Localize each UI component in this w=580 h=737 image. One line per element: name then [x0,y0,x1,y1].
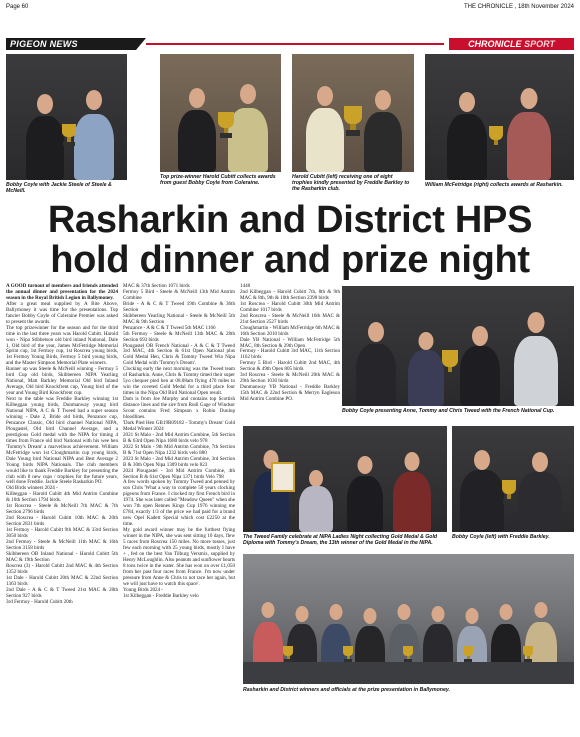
article-paragraph: A few words spoken by Tommy Tweed and penned by son Chris 'What a way to complete 50 years clocking pigeons from France. I clocked my first French bird in 1974. She was later called "Meadow Queen" when she won 7th open Rennes Kings Cup 1976 winning me £784, exactly 1/3 of the price we had paid for a brand new Opel Kadett Special which cost £2250 at the time. [123,479,235,528]
article-paragraph: My gold award winner may be the furthest flying winner in the NIPA, she was sent sitting 10 days, flew 5 races from Roscrea 150 miles. No more tosses, just few each morning with 25 young birds, mostly I have + , fed on the best Van Tilburg Versmix, supplied by Henry McLoughlin. Also peanuts and sunflower hearts 8 tons twice in the water. She has won on over £1,050 from her past four races from France. I'm now under pressure from Anne & Chris to not race her again, but we will just have to watch this space'. [123,527,235,587]
article-column-2 [123,284,235,600]
page-number: Page 60 [6,4,29,10]
article-paragraph: 3rd Fermoy - Harold Cubitt 20th [6,598,73,605]
photo-6 [243,426,447,532]
article-paragraph: 1st Kilbeggan - Freddie Barkley velo [123,592,199,599]
photo-1 [6,54,127,180]
article-paragraph: After a great meal supplied by A Bite Above, Ballymoney it was time for the presentations. Top fancier Bobby Coyle of Coleraine Premier was asked to present the awards. [6,300,118,325]
paper-dateline: THE CHRONICLE , 18th November 2024 [463,4,574,10]
photo-2 [160,54,281,172]
article-paragraph: Fermoy - Harold Cubitt 3rd MAC, 11th Section 1162 birds [240,348,340,361]
photo-4 [425,54,574,180]
article-paragraph: 'Dark Pied Hen GB19R09182 - Tommy's Dream' Gold Medal Winner 2024 [123,419,235,432]
article-paragraph: Dale YB National - William McFetridge 5th MAC, 8th Section & 29th Open [240,336,340,349]
article-paragraph: Old Birds winners 2024 - [6,485,58,492]
article-paragraph: MAC & 37th Section 1071 birds [123,283,190,289]
article-paragraph: Next to the table was Freddie Barkley winning 1st Kilbeggan young birds, Dunmanway young bird National NIPA, A C & T Tweed had a super season winning - Dale 2, Bride old birds, Penzance cup, Penzance Classic, Old bird channel National NIPA, Plougastel, Old bird Channel Average, and a prestigious Gold medal with the NIPA for timing 4 times from France old bird National with his wee hen 'Tommy's Dream' a marvellous achievement. William McFetridge won 1st Cloughmartin cup young birds, Dale Young bird National NIPA and Best Average 2 Young birds NIPA Nationals. The club members would like to thank Freddie Barkley for presenting the club with 8 new cups / trophies for the future years, well done Freddie. Jackie Steele Rasharkin PO. [6,396,118,486]
photo-8 [243,554,574,684]
article-paragraph: 5th Fermoy - Steele & McNeill 13th MAC & 28th Section 693 birds [123,330,235,343]
article-paragraph: Clocking early the next morning was the Tweed team of Rasharkin. Anne, Chris & Tommy timed their super 5yo chequer pied hen at 08.08am flying 470 miles to win the coveted Gold Medal for a third place four times in the Nipa Old Bird National Open result. [123,366,235,397]
headline: Rasharkin and District HPS hold dinner and prize night [47,199,533,281]
article-paragraph: 2024 Plougastel - 3rd Mid Antrim Combine, 4th Section B & 61st Open Nipa 1371 birds Velo 798 [123,467,235,480]
article-paragraph: 2023 St Malo - 2nd Mid Antrim Combine, 3rd Section B & 30th Open Nipa 1309 birds velo 823 [123,455,235,468]
photo-5 [342,286,574,406]
article-paragraph: Young Birds 2024 - [123,586,164,593]
article-paragraph: Kilbeggan - Harold Cubitt 4th Mid Antrim Combine & 10th Section 1794 birds. [6,491,118,504]
caption-8: Rasharkin and District winners and officials at the prize presentation in Ballymoney. [243,687,450,693]
photo-7 [452,426,574,532]
article-column-3 [240,284,340,403]
article-paragraph: Dam is from Joe Murphy and contains top Scottish distance lines and the sire from Rudi Gage of Windsor Scout contains Fred Simpson x Robin Dunlop bloodlines. [123,396,235,420]
article-paragraph: 1448 [240,283,251,289]
article-paragraph: Runner up was Steele & McNeill winning - Fermoy 5 bird Cup old birds, Skibbereen NIPA Yearling National, Matt Barkley Memorial Old bird Inland Average, Old bird Knockfrent cup, Young bird of the year and Young Bird Knockfrent cup. [6,366,118,397]
article-paragraph: Penzance - A & C & T Tweed 5th MAC 1166 [123,324,216,331]
article-paragraph: 2nd Kilbeggan - Harold Cubitt 7th, 8th & 9th MAC & 8th, 9th & 10th Section 2398 birds [240,288,340,301]
article-paragraph: A GOOD turnout of members and friends attended the annual dinner and presentation for the 2024 season in the Royal British Legion in Ballymoney. [6,283,118,301]
article-column-1 [6,284,118,605]
article-paragraph: 1st Roscrea - Steele & McNeill 7th MAC & 7th Section 2796 birds [6,503,118,516]
caption-4: William McFetridge (right) collects awards at Rasharkin. [425,182,563,188]
article-paragraph: Roscrea (3) - Harold Cubitt 2nd MAC & 4th Section 1352 birds [6,562,118,575]
article-paragraph: Dunmanway YB National - Freddie Barkley 15th MAC & 22nd Section & Merryn Eagleson Mid Antrim Combine PO. [240,384,340,403]
article-paragraph: Plougastel OB French National - A & C & T Tweed 3rd MAC, 4th Section & 61st Open National plus Gold Medal Hen, Chris & Tommy Tweed Win Nipa Gold Medal with 'Tommy's Dream'. [123,342,235,367]
article-paragraph: 1st Fermoy - Harold Cubitt 9th MAC & 33rd Section 3050 birds [6,527,118,540]
banner-rule [146,43,444,45]
article-paragraph: 2nd Roscrea - Harold Cubitt 10th MAC & 20th Section 2831 birds [6,515,118,528]
caption-3: Harold Cubitt (left) receiving one of eight trophies kindly presented by Freddie Barkley to the Rasharkin club. [292,174,410,193]
article-paragraph: 1st Roscrea - Harold Cubitt 30th Mid Antrim Combine 1017 birds [240,300,340,313]
caption-7: Bobby Coyle (left) with Freddie Barkley. [452,534,550,540]
chronicle-sport-label: CHRONICLE SPORT [449,38,574,50]
caption-2: Top prize-winner Harold Cubitt collects awards from guest Bobby Coyle from Coleraine. [160,174,276,187]
caption-5: Bobby Coyle presenting Anne, Tommy and Chris Tweed with the French National Cup. [342,408,555,414]
article-paragraph: 2021 St Malo - 2nd Mid Antrim Combine, 5th Section B & 63rd Open Nipa 1680 birds velo 978 [123,431,235,444]
caption-1: Bobby Coyle with Jackie Steele of Steele & McNeill. [6,182,112,195]
article-paragraph: Bride - A & C & T Tweed 19th Combine & 36th Section [123,300,235,313]
article-paragraph: Skibbereen Yearling National - Steele & McNeill 5th MAC & 9th Section [123,312,235,325]
article-paragraph: 2nd Dale - A & C & T Tweed 21st MAC & 28th Section 927 birds [6,586,118,599]
pigeon-news-label: PIGEON NEWS [6,38,136,50]
article-paragraph: Fermoy 5 Bird - Harold Cubitt 2nd MAC, 4th Section & 49th Open 805 birds [240,360,340,373]
article-paragraph: 2022 St Malo - 9th Mid Antrim Combine, 7th Section B & 71st Open Nipa 1232 birds velo 880 [123,443,235,456]
article-paragraph: 3rd Roscrea - Steele & McNeill 20th MAC & 29th Section 1030 birds [240,372,340,385]
article-paragraph: 2nd Fermoy - Steele & McNeill 11th MAC & 16th Section 3158 birds [6,538,118,551]
caption-6: The Tweed Family celebrate at NIPA Ladies Night collecting Gold Medal & Gold Diploma with Tommy's Dream, the 13th winner of the Gold Medal in the NIPA. [243,534,438,547]
photo-3 [292,54,414,172]
article-paragraph: Fermoy 5 Bird - Steele & McNeill 13th Mid Antrim Combine [123,288,235,301]
article-paragraph: Skibbereen OB Inland National - Harold Cubitt 5th MAC & 19th Section [6,550,118,563]
article-paragraph: The top prizewinner for the season and for the third time in the last three years was Harold Cubitt. Harold won - Nipa Stibbetson old bird inland National, Dale 1, Old bird of the year, James McFetridge Memorial Sprint cup, 1st Fermoy cup, 1st Roscrea young birds, 1st Fermoy Young Birds, Fermoy 5 bird young birds, and the Master Simpson Memorial Plate winners. [6,324,118,367]
section-banner [6,38,574,50]
article-paragraph: Cloughmartin - William McFetridge 6th MAC & 16th Section 2010 birds [240,324,340,337]
article-paragraph: 1st Dale - Harold Cubitt 20th MAC & 22nd Section 1363 birds [6,574,118,587]
article-paragraph: 2nd Roscrea - Steele & McNeill 16th MAC & 21st Section 2527 birds [240,312,340,325]
